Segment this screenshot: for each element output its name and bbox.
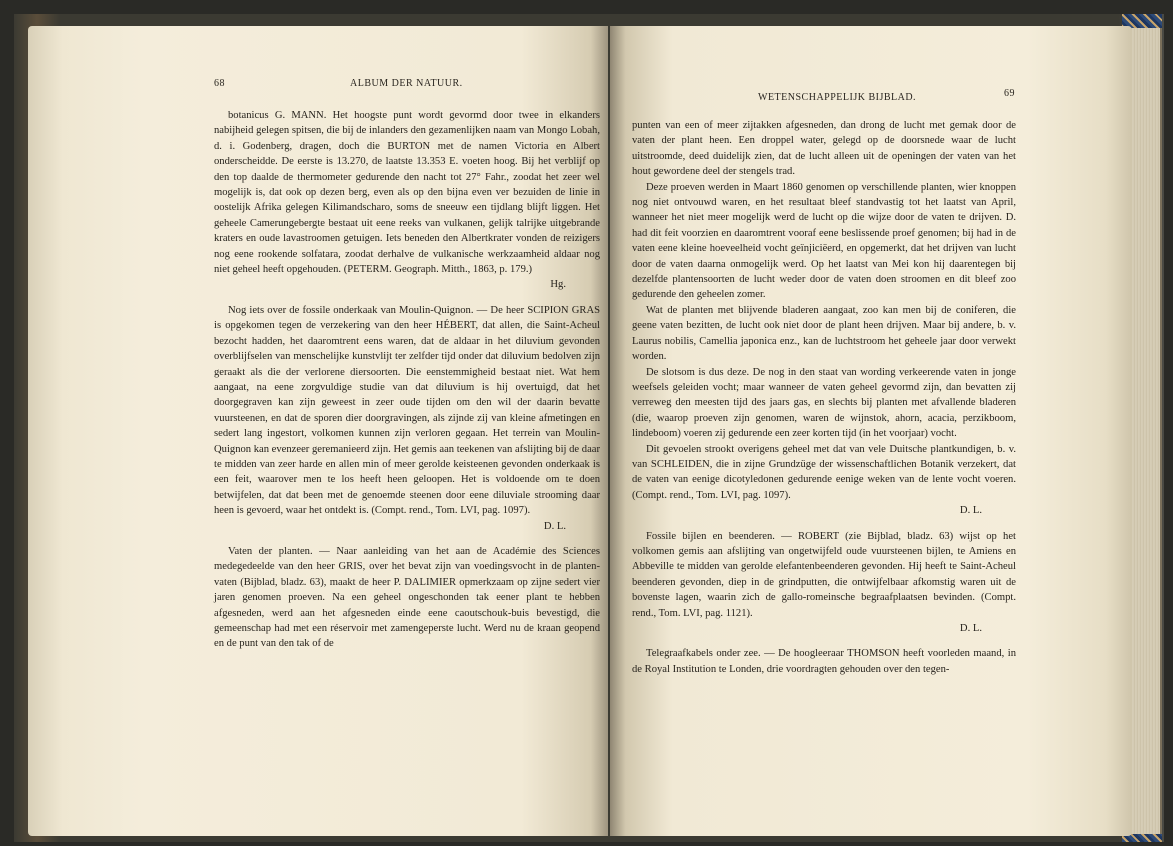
page-number-right: 69 — [1004, 88, 1015, 99]
page-number-left: 68 — [214, 78, 225, 89]
signature: D. L. — [543, 520, 566, 532]
paragraph: Telegraafkabels onder zee. — De hoogleeraar THOMSON heeft voorleden maand, in de Royal Institution te Londen, drie voordragten gehouden over den tegen- — [632, 648, 1016, 675]
right-text-column — [632, 118, 1016, 677]
paragraph: Wat de planten met blijvende bladeren aangaat, zoo kan men bij de coniferen, die geene vaten bezitten, de lucht ook niet door de plant heen drijven. Maar bij andere, b. v. Laurus nobilis, Camellia japonica enz., kan de luchtstroom het geheele jaar door verwekt worden. — [632, 304, 1016, 363]
paragraph: Vaten der planten. — Naar aanleiding van het aan de Académie des Sciences medegedeelde van den heer GRIS, over het bevat zijn van voedingsvocht in de planten-vaten (Bijblad, bladz. 63), maakt de heer P. DALIMIER opmerkzaam op zijne sedert vier jaren genomen proeven. Na een geheel ongeschonden tak eener plant te hebben afgesneden, werd aan het afgesneden einde eene caoutschouk-buis bevestigd, die gemeenschap had met een réservoir met zamengeperste lucht. Werd nu de kraan geopend en de punt van den tak of de — [214, 545, 600, 650]
running-head-right: WETENSCHAPPELIJK BIJBLAD. — [758, 92, 917, 103]
paragraph: Deze proeven werden in Maart 1860 genomen op verschillende planten, wier knoppen nog niet ontvouwd waren, en het resultaat bleef standvastig tot het laatst van April, wanneer het niet meer mogelijk werd de lucht op die wijze door de vaten te drijven. D. had dit feit voorzien en daaromtrent vooraf eene beslissende proef genomen; bij had in de vaten eene kleine hoeveelheid vocht geïnjiciëerd, en opgemerkt, dat het drijven van lucht door de vaten daarna onmogelijk werd. Op het laatst van Mei kon hij daarentegen bij dezelfde plantensoorten de lucht weder door de vaten doen stroomen en dit bleef zoo gedurende den geheelen zomer. — [632, 181, 1016, 301]
signature: Hg. — [550, 279, 566, 291]
page-edges — [1130, 28, 1162, 834]
running-head-left: ALBUM DER NATUUR. — [350, 78, 463, 89]
signature: D. L. — [959, 623, 982, 634]
paragraph: botanicus G. MANN. Het hoogste punt wordt gevormd door twee in elkanders nabijheid gelegen spitsen, die bij de inlanders den gezamenlijken naam van Mongo Lobah, d. i. Godenberg, dragen, doch die BURTON met de namen Victoria en Albert onderscheidde. De eerste is 13.270, de laatste 13.353 E. voeten hoog. Bij het verblijf op den top daalde de thermometer gedurende den nacht tot 27° Fahr., zoodat het zeer wel mogelijk is, dat ook op dezen berg, even als op den bijna even ver bezuiden de linie in oostelijk Afrika gelegen Kilimandscharo, soms de sneeuw een tijdlang blijft liggen. Het geheele Camerungebergte bestaat uit eene reeks van vulkanen, gelijk talrijke uitgebrande kraters en oude lavastroomen getuigen. Iets beneden den Albertkrater vonden de reizigers nog eene rookende solfatara, zoodat derhalve de vulkanische werkzaamheid aldaar nog niet geheel heeft opgehouden. (PETERM. Geograph. Mitth., 1863, p. 179.) — [214, 110, 600, 276]
paragraph: Fossile bijlen en beenderen. — ROBERT (zie Bijblad, bladz. 63) wijst op het volkomen gemis aan afslijting van ongetwijfeld oude vuursteenen bijlen, te Amiens en Abbeville te midden van gerolde elefantenbeenderen gevonden. Hij heeft te Saint-Acheul beenderen gevonden, diep in de grindputten, die ontwijfelbaar afkomstig waren uit de bovenste lagen, waarin zich de gallo-romeinsche begraafplaatsen bevinden. (Compt. rend., Tom. LVI, pag. 1121). — [632, 530, 1016, 619]
right-page — [610, 26, 1132, 836]
left-text-column — [214, 108, 600, 652]
book-spread — [14, 14, 1164, 842]
paragraph: Dit gevoelen strookt overigens geheel met dat van vele Duitsche plantkundigen, b. v. van SCHLEIDEN, die in zijne Grundzüge der wissenschaftlichen Botanik verzekert, dat de vaten van eenige dicotyledonen gedurende eenige weken van de lente vocht voeren. (Compt. rend., Tom. LVI, pag. 1097). — [632, 443, 1016, 501]
paragraph: punten van een of meer zijtakken afgesneden, dan drong de lucht met gemak door de vaten der plant heen. Een droppel water, gelegd op de doorsnede waar de lucht uitstroomde, deed duidelijk zien, dat de lucht alleen uit de openingen der vaten van het hout gewordene deel der stengels trad. — [632, 120, 1016, 178]
paragraph: Nog iets over de fossile onderkaak van Moulin-Quignon. — De heer SCIPION GRAS is opgekomen tegen de verzekering van den heer HÉBERT, dat allen, die Saint-Acheul bezocht hadden, het daaromtrent eens waren, dat de aldaar in het diluvium gevonden overblijfselen van menschelijke kunstvlijt ter zelfder tijd onder dat diluvium bedolven zijn geraakt als die der verlorene diersoorten. Die eenstemmigheid bestaat niet. Wat hem aangaat, na eene zorgvuldige studie van dat diluvium is hij overtuigd, dat het doorgegraven kan zijn geweest in zeer oude tijden om den wil der daarin bevatte vuursteenen, en dat de sporen dier doorgravingen, als zijnde zij van kleine afmetingen en sedert lang ingestort, volkomen kunnen zijn verloren gegaan. Het terrein van Moulin-Quignon kan evenzeer geremanieerd zijn. Het gemis aan teekenen van afslijting bij de daar te midden van zeer harde en allen min of meer gerolde keisteenen gevonden onderkaak is een feit, waarover men te los heeft heen geloopen. Het is voldoende om te doen betwijfelen, dat dat been met de genoemde steenen door eene diluviale strooming daar heen is gevoerd, waar het ontdekt is. (Compt. rend., Tom. LVI, pag. 1097). — [214, 304, 600, 517]
signature: D. L. — [959, 505, 982, 517]
paragraph: De slotsom is dus deze. De nog in den staat van wording verkeerende vaten in jonge weefsels geleiden vocht; maar wanneer de vaten geheel gevormd zijn, dan bevatten zij verreweg den meesten tijd des jaars gas, en slechts bij planten met afvallende bladeren (die, waarop proeven zijn genomen, waren de wijnstok, ahorn, acacia, perzikboom, lindeboom) voeren zij gedurende een zeer korten tijd (in het voorjaar) vocht. — [632, 366, 1016, 440]
left-page — [28, 26, 608, 836]
